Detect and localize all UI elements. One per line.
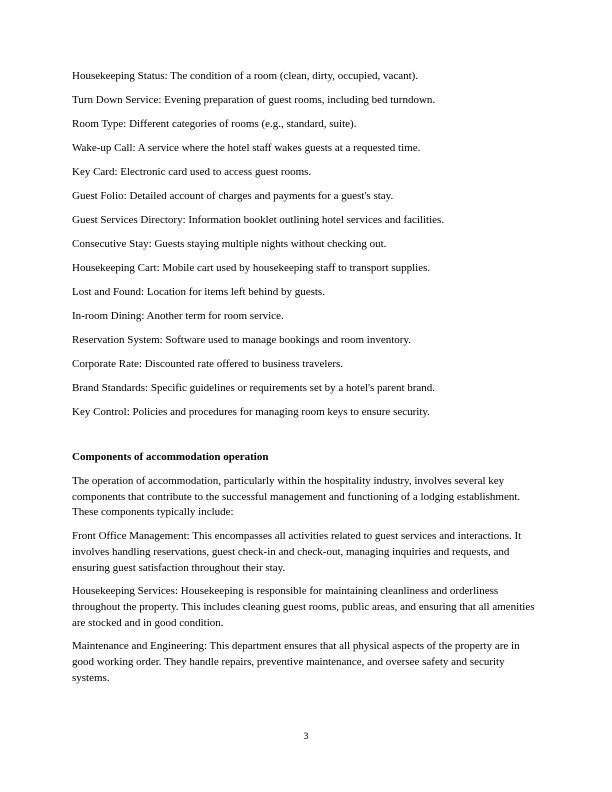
glossary-term: Guest Folio: Detailed account of charges and payments for a guest's stay. (72, 190, 394, 202)
page-number: 3 (303, 732, 309, 742)
glossary-term: Wake-up Call: A service where the hotel staff wakes guests at a requested time. (72, 142, 421, 154)
section-heading: Components of accommodation operation (72, 451, 269, 463)
glossary-term: Corporate Rate: Discounted rate offered to business travelers. (72, 358, 344, 370)
glossary-term: In-room Dining: Another term for room service. (72, 310, 284, 322)
components-section (72, 450, 542, 686)
maintenance-paragraph: Maintenance and Engineering: This department ensures that all physical aspects of the property are in good working order. They handle repairs, preventive maintenance, and oversee safety and security systems. (72, 640, 520, 684)
intro-paragraph: The operation of accommodation, particularly within the hospitality industry, involves several key components that contribute to the successful management and functioning of a lodging establishment. These components typically include: (72, 475, 521, 519)
glossary-term: Housekeeping Cart: Mobile cart used by housekeeping staff to transport supplies. (72, 262, 431, 274)
glossary-term: Housekeeping Status: The condition of a room (clean, dirty, occupied, vacant). (72, 70, 419, 82)
front-office-paragraph: Front Office Management: This encompasses all activities related to guest services and interactions. It involves handling reservations, guest check-in and check-out, managing inquiries and requests, and ensuring guest satisfaction throughout their stay. (72, 530, 522, 574)
glossary-term: Consecutive Stay: Guests staying multiple nights without checking out. (72, 238, 387, 250)
glossary-term: Lost and Found: Location for items left behind by guests. (72, 286, 325, 298)
glossary-term: Room Type: Different categories of rooms (e.g., standard, suite). (72, 118, 357, 130)
glossary-term: Brand Standards: Specific guidelines or requirements set by a hotel's parent brand. (72, 382, 436, 394)
page-content (72, 69, 542, 694)
housekeeping-paragraph: Housekeeping Services: Housekeeping is responsible for maintaining cleanliness and orderliness throughout the property. This includes cleaning guest rooms, public areas, and ensuring that all amenities are stocked and in good condition. (72, 585, 535, 629)
glossary-term: Key Control: Policies and procedures for managing room keys to ensure security. (72, 406, 430, 418)
glossary-list (72, 69, 542, 419)
glossary-term: Turn Down Service: Evening preparation of guest rooms, including bed turndown. (72, 94, 436, 106)
glossary-term: Reservation System: Software used to manage bookings and room inventory. (72, 334, 412, 346)
glossary-term: Guest Services Directory: Information booklet outlining hotel services and facilities. (72, 214, 445, 226)
glossary-term: Key Card: Electronic card used to access guest rooms. (72, 166, 312, 178)
